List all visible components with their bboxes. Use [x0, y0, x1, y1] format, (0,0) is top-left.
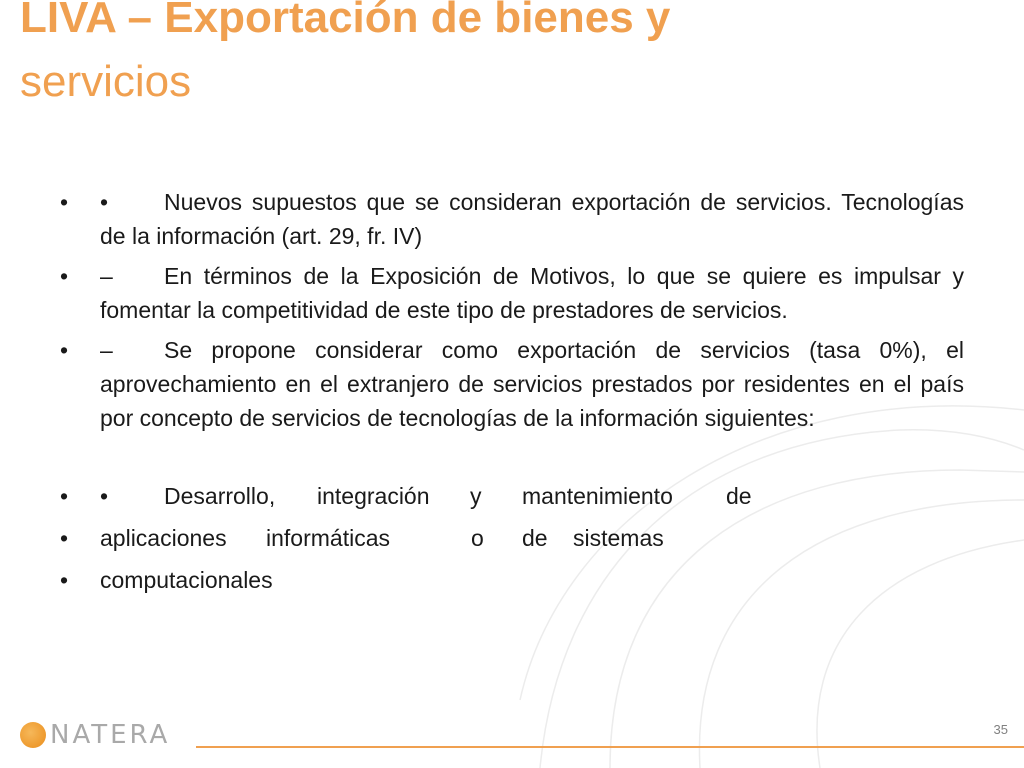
bullet-item	[60, 185, 964, 253]
bullet-marker: •	[60, 483, 69, 509]
spacer	[60, 441, 964, 479]
list-row	[60, 479, 964, 513]
dash-marker: –	[100, 337, 113, 363]
list-cell: sistemas	[573, 525, 664, 551]
bullet-text: En términos de la Exposición de Motivos, lo que se quiere es impulsar y fomentar la competitividad de este tipo de prestadores de servicios.	[100, 263, 964, 323]
natera-logo-icon	[20, 722, 46, 748]
list-cell: de	[726, 483, 752, 509]
slide-title-line-1: LIVA – Exportación de bienes y	[20, 0, 671, 42]
page-number: 35	[993, 722, 1008, 737]
list-cell: y	[470, 483, 482, 509]
list-row	[60, 521, 964, 555]
natera-logo	[20, 720, 170, 750]
list-cell: computacionales	[100, 567, 273, 593]
list-cell: integración	[317, 483, 430, 509]
slide-body	[60, 185, 964, 605]
dash-marker: –	[100, 263, 113, 289]
bullet-marker: •	[60, 263, 69, 289]
slide-title-line-2: servicios	[20, 57, 192, 106]
footer-divider	[196, 746, 1024, 748]
bullet-marker: •	[60, 337, 69, 363]
list-cell: Desarrollo,	[164, 483, 276, 509]
list-cell: o	[471, 525, 484, 551]
list-cell: •	[100, 483, 109, 509]
bullet-text: Se propone considerar como exportación de servicios (tasa 0%), el aprovechamiento en el extranjero de servicios prestados por residentes en el país por concepto de servicios de tecnologías de la información siguientes:	[100, 337, 964, 431]
bullet-marker: •	[60, 567, 69, 593]
slide-title	[20, 0, 670, 114]
bullet-marker: •	[60, 189, 69, 215]
bullet-item	[60, 333, 964, 435]
list-cell: informáticas	[266, 525, 390, 551]
list-cell: mantenimiento	[522, 483, 673, 509]
list-cell: de	[522, 525, 548, 551]
bullet-text: Nuevos supuestos que se consideran exportación de servicios. Tecnologías de la información (art. 29, fr. IV)	[100, 189, 964, 249]
bullet-item	[60, 259, 964, 327]
logo-text: NATERA	[50, 720, 171, 750]
list-cell: aplicaciones	[100, 525, 227, 551]
bullet-marker: •	[60, 525, 69, 551]
sub-bullet-marker: •	[100, 189, 109, 215]
list-row	[60, 563, 964, 597]
